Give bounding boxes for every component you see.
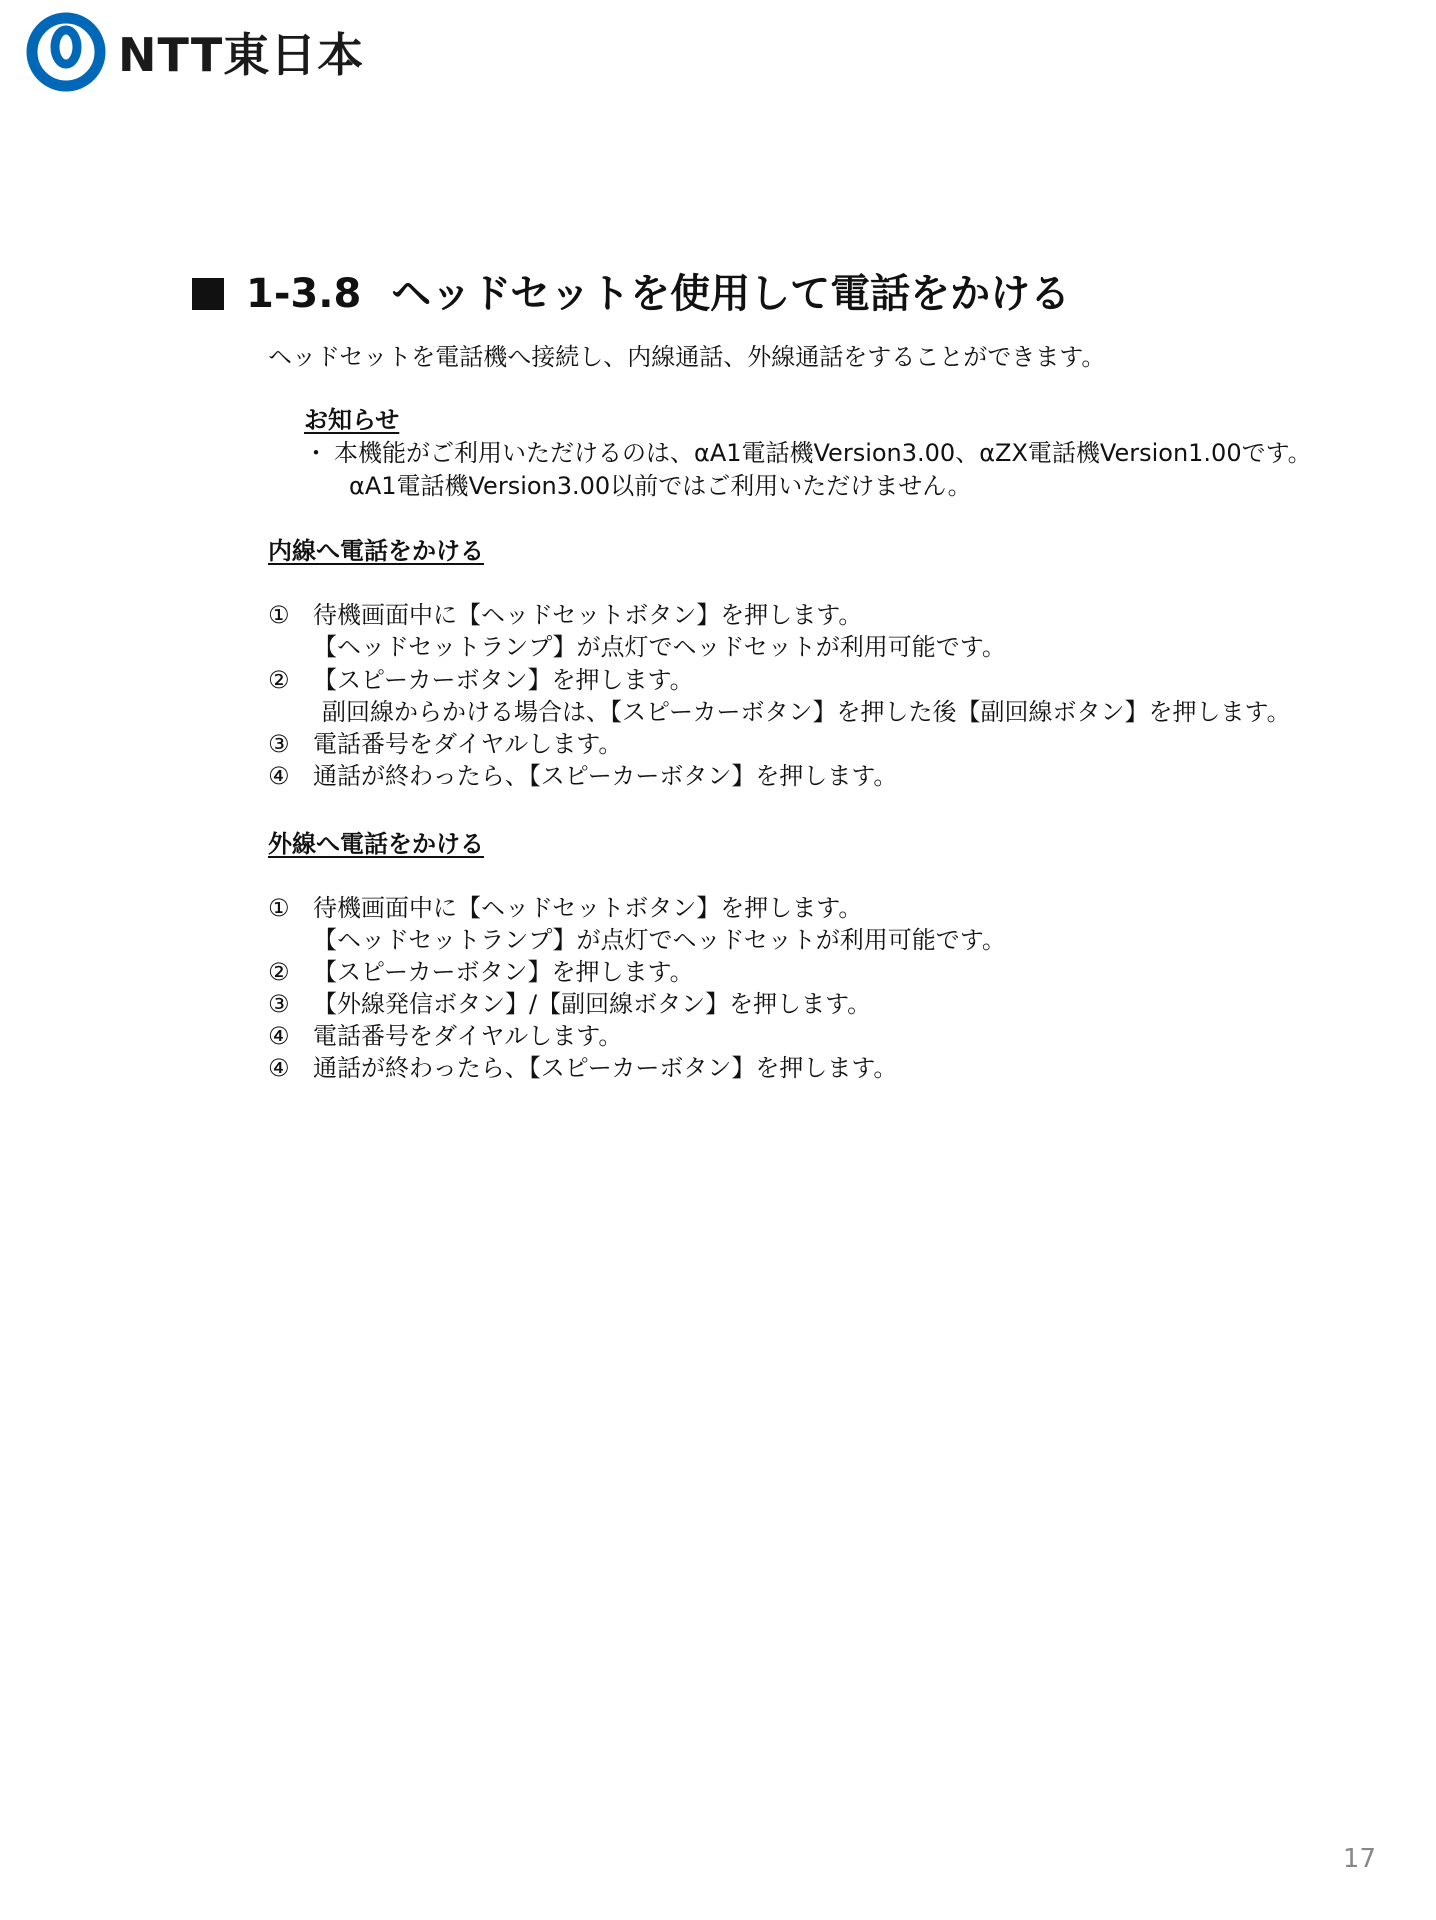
step-text: 【スピーカーボタン】を押します。 <box>313 958 694 986</box>
external-step-1-note: 【ヘッドセットランプ】が点灯でヘッドセットが利用可能です。 <box>313 926 1006 954</box>
square-bullet-icon <box>192 278 224 310</box>
step-text: 待機画面中に【ヘッドセットボタン】を押します。 <box>313 894 863 922</box>
page-number: 17 <box>1342 1844 1376 1874</box>
section-title <box>192 262 1070 319</box>
external-step-3 <box>268 989 871 1019</box>
step-marker: ① <box>268 894 290 922</box>
step-text: 電話番号をダイヤルします。 <box>313 730 623 758</box>
internal-step-3 <box>268 729 622 759</box>
notice-line-2: αA1電話機Version3.00以前ではご利用いただけません。 <box>349 472 972 500</box>
internal-step-2 <box>268 665 694 695</box>
step-text: 【外線発信ボタン】/【副回線ボタン】を押します。 <box>313 990 872 1018</box>
step-text: 電話番号をダイヤルします。 <box>313 1022 623 1050</box>
step-text: 通話が終わったら、【スピーカーボタン】を押します。 <box>313 1054 898 1082</box>
internal-step-2-note: 副回線からかける場合は、【スピーカーボタン】を押した後【副回線ボタン】を押します。 <box>322 698 1291 726</box>
internal-step-1 <box>268 600 862 630</box>
step-marker: ② <box>268 666 290 694</box>
step-marker: ① <box>268 601 290 629</box>
external-step-2 <box>268 957 694 987</box>
external-step-1 <box>268 893 862 923</box>
section-number: 1-3.8 <box>246 271 362 317</box>
company-logo <box>26 12 364 92</box>
intro-text: ヘッドセットを電話機へ接続し、内線通話、外線通話をすることができます。 <box>268 343 1106 371</box>
internal-step-4 <box>268 761 897 791</box>
step-marker: ④ <box>268 762 290 790</box>
step-text: 【スピーカーボタン】を押します。 <box>313 666 694 694</box>
internal-heading: 内線へ電話をかける <box>268 537 484 565</box>
step-marker: ③ <box>268 990 290 1018</box>
notice-bullet: ・ <box>304 439 328 467</box>
step-marker: ④ <box>268 1054 290 1082</box>
external-heading: 外線へ電話をかける <box>268 830 484 858</box>
step-marker: ④ <box>268 1022 290 1050</box>
step-marker: ② <box>268 958 290 986</box>
notice-line-1: 本機能がご利用いただけるのは、αA1電話機Version3.00、αZX電話機Version1.00です。 <box>334 439 1312 467</box>
section-title-text: ヘッドセットを使用して電話をかける <box>391 271 1071 317</box>
ntt-logo-icon <box>26 12 106 92</box>
logo-text: NTT東日本 <box>118 28 365 82</box>
internal-step-1-note: 【ヘッドセットランプ】が点灯でヘッドセットが利用可能です。 <box>313 633 1006 661</box>
notice-heading: お知らせ <box>304 406 400 434</box>
step-marker: ③ <box>268 730 290 758</box>
external-step-4 <box>268 1021 622 1051</box>
step-text: 待機画面中に【ヘッドセットボタン】を押します。 <box>313 601 863 629</box>
step-text: 通話が終わったら、【スピーカーボタン】を押します。 <box>313 762 898 790</box>
external-step-5 <box>268 1053 897 1083</box>
